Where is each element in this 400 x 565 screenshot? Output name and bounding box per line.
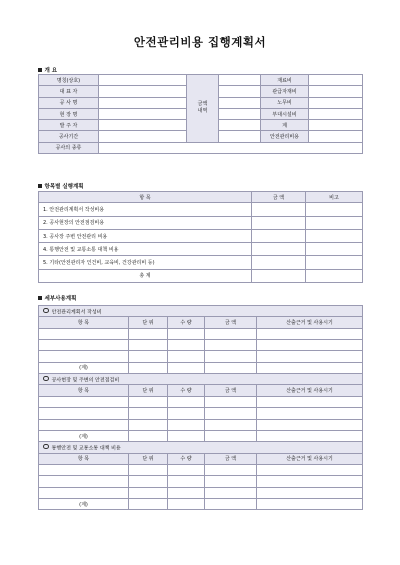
label-site-name: 현 장 명 <box>39 108 99 119</box>
detail-cell[interactable] <box>39 328 129 339</box>
plan-header-remarks: 비고 <box>306 192 363 203</box>
plan-heading-text: 항목별 실행계획 <box>44 184 84 190</box>
detail-cell[interactable] <box>129 430 168 441</box>
detail-cell[interactable] <box>39 351 129 362</box>
label-labor-cost: 노무비 <box>261 97 309 108</box>
detail-cell[interactable] <box>39 408 129 419</box>
detail-cell[interactable] <box>129 419 168 430</box>
detail-cell[interactable] <box>205 464 257 475</box>
plan-item-label: 4. 통행안전 및 교통소통 대책 비용 <box>39 243 252 256</box>
label-auxiliary-facility-cost: 부대시설비 <box>261 108 309 119</box>
detail-col-amount: 금 액 <box>205 453 257 464</box>
detail-cell[interactable] <box>205 487 257 498</box>
detail-cell[interactable] <box>257 396 363 407</box>
detail-col-amount: 금 액 <box>205 385 257 396</box>
plan-remarks-cell[interactable] <box>306 256 363 269</box>
plan-amount-cell[interactable] <box>252 256 306 269</box>
detail-group-title-text: 안전관리계획서 작성비 <box>51 308 102 315</box>
bullet-square-icon <box>38 296 42 300</box>
document-title: 안전관리비용 집행계획서 <box>133 35 267 49</box>
detail-cell[interactable] <box>205 419 257 430</box>
detail-cell[interactable] <box>205 430 257 441</box>
bullet-square-icon <box>38 184 42 188</box>
detail-cell[interactable] <box>168 464 205 475</box>
detail-cell[interactable] <box>257 476 363 487</box>
bullet-square-icon <box>38 68 42 72</box>
detail-cell[interactable] <box>257 419 363 430</box>
plan-remarks-cell[interactable] <box>306 203 363 216</box>
detail-col-item: 항 목 <box>39 317 129 328</box>
construction-name-field[interactable] <box>99 97 187 108</box>
construction-period-field[interactable] <box>99 131 187 142</box>
detail-cell[interactable] <box>205 499 257 510</box>
detail-cell[interactable] <box>129 396 168 407</box>
detail-cell[interactable] <box>129 464 168 475</box>
detail-cell[interactable] <box>257 339 363 350</box>
representative-field[interactable] <box>99 86 187 97</box>
detail-cell[interactable] <box>257 430 363 441</box>
detail-cell[interactable] <box>39 464 129 475</box>
detail-cell[interactable] <box>39 487 129 498</box>
detail-cell[interactable] <box>205 408 257 419</box>
label-safety-cost: 안전관리비용 <box>261 131 309 142</box>
detail-cell[interactable] <box>205 351 257 362</box>
detail-cell[interactable] <box>129 487 168 498</box>
detail-cell[interactable] <box>168 328 205 339</box>
detail-cell[interactable] <box>39 339 129 350</box>
detail-heading <box>38 294 76 302</box>
detail-cell[interactable] <box>129 476 168 487</box>
detail-cell[interactable] <box>205 328 257 339</box>
detail-col-quantity: 수 량 <box>168 453 205 464</box>
amount-spacer <box>219 131 261 142</box>
detail-cell[interactable] <box>168 339 205 350</box>
plan-amount-cell[interactable] <box>252 243 306 256</box>
detail-col-item: 항 목 <box>39 453 129 464</box>
plan-heading <box>38 182 84 190</box>
detail-group-title-text: 공사현장 및 주변의 안전점검비 <box>51 376 120 383</box>
plan-header-amount: 금 액 <box>252 192 306 203</box>
detail-cell[interactable] <box>257 328 363 339</box>
site-name-field[interactable] <box>99 108 187 119</box>
auxiliary-facility-cost-field[interactable] <box>309 108 363 119</box>
label-construction-name: 공 사 명 <box>39 97 99 108</box>
material-cost-field[interactable] <box>309 75 363 86</box>
amount-spacer <box>219 108 261 119</box>
safety-cost-field[interactable] <box>309 131 363 142</box>
supplied-material-cost-field[interactable] <box>309 86 363 97</box>
label-client: 발 주 자 <box>39 120 99 131</box>
detail-subtotal-label: (계) <box>39 499 129 510</box>
plan-amount-cell[interactable] <box>252 216 306 229</box>
detail-cell[interactable] <box>129 362 168 373</box>
label-supplied-material-cost: 관급자재비 <box>261 86 309 97</box>
amount-spacer <box>219 97 261 108</box>
detail-col-basis: 산출근거 및 사용시기 <box>257 385 363 396</box>
plan-remarks-cell[interactable] <box>306 229 363 242</box>
detail-subtotal-label: (계) <box>39 430 129 441</box>
detail-cell[interactable] <box>39 419 129 430</box>
plan-item-label: 2. 공사현장의 안전점검비용 <box>39 216 252 229</box>
detail-cell[interactable] <box>129 408 168 419</box>
label-representative: 대 표 자 <box>39 86 99 97</box>
detail-group-title <box>39 442 363 453</box>
detail-cell[interactable] <box>205 362 257 373</box>
detail-col-quantity: 수 량 <box>168 385 205 396</box>
detail-cell[interactable] <box>205 476 257 487</box>
plan-item-label: 3. 공사장 주변 안전관리 비용 <box>39 229 252 242</box>
plan-remarks-cell[interactable] <box>306 243 363 256</box>
labor-cost-field[interactable] <box>309 97 363 108</box>
detail-cell[interactable] <box>39 476 129 487</box>
circle-bullet-icon <box>43 308 49 314</box>
plan-remarks-cell[interactable] <box>306 216 363 229</box>
detail-col-amount: 금 액 <box>205 317 257 328</box>
detail-cell[interactable] <box>257 362 363 373</box>
client-field[interactable] <box>99 120 187 131</box>
detail-cell[interactable] <box>205 396 257 407</box>
plan-total-amount[interactable] <box>252 269 306 282</box>
detail-cell[interactable] <box>168 362 205 373</box>
detail-cell[interactable] <box>168 476 205 487</box>
plan-table <box>38 191 363 283</box>
circle-bullet-icon <box>43 444 49 450</box>
detail-group-title-text: 통행안전 및 교통소통 대책 비용 <box>51 445 121 452</box>
detail-col-unit: 단 위 <box>129 453 168 464</box>
detail-cell[interactable] <box>129 351 168 362</box>
detail-col-item: 항 목 <box>39 385 129 396</box>
amount-spacer <box>219 86 261 97</box>
label-subtotal: 계 <box>261 120 309 131</box>
detail-cell[interactable] <box>257 351 363 362</box>
detail-cell[interactable] <box>168 430 205 441</box>
detail-cell[interactable] <box>39 396 129 407</box>
construction-type-field[interactable] <box>99 142 363 153</box>
plan-item-label: 5. 기타(안전관리자 인건비, 교육비, 건강관리비 등) <box>39 256 252 269</box>
detail-col-basis: 산출근거 및 사용시기 <box>257 453 363 464</box>
plan-amount-cell[interactable] <box>252 229 306 242</box>
plan-total-label: 총 계 <box>39 269 252 282</box>
plan-header-item: 항 목 <box>39 192 252 203</box>
plan-total-remarks[interactable] <box>306 269 363 282</box>
detail-cell[interactable] <box>129 499 168 510</box>
label-material-cost: 재료비 <box>261 75 309 86</box>
detail-group-title <box>39 306 363 317</box>
overview-heading <box>38 66 57 74</box>
detail-cell[interactable] <box>168 351 205 362</box>
detail-cell[interactable] <box>257 499 363 510</box>
detail-col-unit: 단 위 <box>129 317 168 328</box>
detail-cell[interactable] <box>168 499 205 510</box>
detail-cell[interactable] <box>168 487 205 498</box>
detail-cell[interactable] <box>205 339 257 350</box>
detail-cell[interactable] <box>257 464 363 475</box>
detail-cell[interactable] <box>168 408 205 419</box>
detail-col-unit: 단 위 <box>129 385 168 396</box>
detail-col-basis: 산출근거 및 사용시기 <box>257 317 363 328</box>
detail-cell[interactable] <box>257 487 363 498</box>
detail-cell[interactable] <box>129 339 168 350</box>
detail-group-title <box>39 374 363 385</box>
circle-bullet-icon <box>43 376 49 382</box>
label-construction-period: 공사기간 <box>39 131 99 142</box>
detail-cell[interactable] <box>257 408 363 419</box>
amount-spacer <box>219 75 261 86</box>
company-name-field[interactable] <box>99 75 187 86</box>
detail-cell[interactable] <box>129 328 168 339</box>
detail-subtotal-label: (계) <box>39 362 129 373</box>
overview-heading-text: 개 요 <box>44 68 58 74</box>
amount-detail-label: 금액 내역 <box>187 75 219 143</box>
amount-spacer <box>219 120 261 131</box>
label-construction-type: 공사의 종류 <box>39 142 99 153</box>
detail-table <box>38 305 363 510</box>
label-company-name: 명칭(상호) <box>39 75 99 86</box>
plan-item-label: 1. 안전관리계획서 작성비용 <box>39 203 252 216</box>
detail-col-quantity: 수 량 <box>168 317 205 328</box>
subtotal-field[interactable] <box>309 120 363 131</box>
overview-table <box>38 74 363 154</box>
detail-cell[interactable] <box>168 396 205 407</box>
detail-heading-text: 세부사용계획 <box>44 296 77 302</box>
detail-cell[interactable] <box>168 419 205 430</box>
plan-amount-cell[interactable] <box>252 203 306 216</box>
